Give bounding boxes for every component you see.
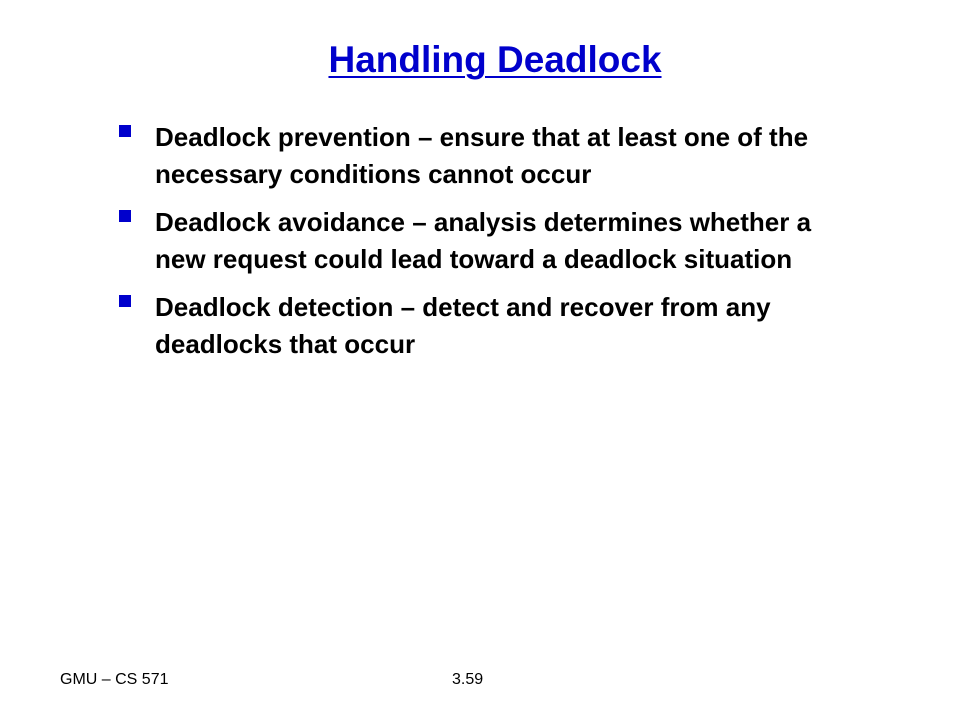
bullet-item	[119, 119, 819, 193]
square-bullet-icon	[119, 125, 131, 137]
slide-page-number: 3.59	[452, 671, 484, 688]
square-bullet-icon	[119, 295, 131, 307]
bullet-item	[119, 204, 819, 278]
bullet-item	[119, 289, 819, 363]
bullet-text: Deadlock avoidance – analysis determines whether a new request could lead toward a deadlock situation	[155, 207, 812, 274]
bullet-text: Deadlock prevention – ensure that at least one of the necessary conditions cannot occur	[155, 122, 809, 189]
slide-title: Handling Deadlock	[328, 39, 662, 80]
bullet-text: Deadlock detection – detect and recover from any deadlocks that occur	[155, 292, 771, 359]
footer-course-label: GMU – CS 571	[60, 671, 169, 688]
square-bullet-icon	[119, 210, 131, 222]
bullet-list	[119, 119, 819, 374]
